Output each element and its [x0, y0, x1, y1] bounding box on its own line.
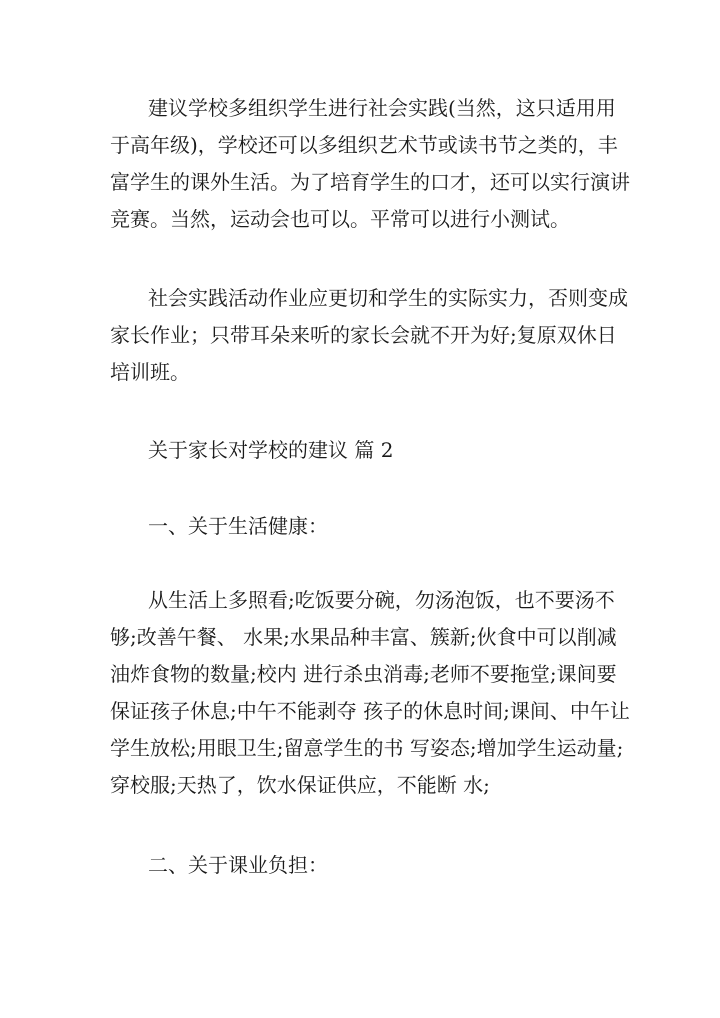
- paragraph-1-line-3: 富学生的课外生活。为了培育学生的口才，还可以实行演讲: [110, 170, 630, 194]
- heading-homework-burden: 二、关于课业负担：: [148, 853, 328, 877]
- paragraph-3-line-1: 从生活上多照看;吃饭要分碗，勿汤泡饭，也不要汤不: [148, 588, 615, 612]
- heading-life-health: 一、关于生活健康：: [148, 514, 328, 538]
- paragraph-1-line-4: 竞赛。当然，运动会也可以。平常可以进行小测试。: [110, 207, 570, 231]
- section-title: 关于家长对学校的建议 篇 2: [148, 438, 394, 462]
- paragraph-1-line-1: 建议学校多组织学生进行社会实践(当然，这只适用用: [148, 96, 616, 120]
- paragraph-3-line-3: 油炸食物的数量;校内 进行杀虫消毒;老师不要拖堂;课间要: [110, 662, 617, 686]
- paragraph-3-line-5: 学生放松;用眼卫生;留意学生的书 写姿态;增加学生运动量;: [110, 736, 624, 760]
- paragraph-2-line-3: 培训班。: [110, 360, 190, 384]
- paragraph-3-line-4: 保证孩子休息;中午不能剥夺 孩子的休息时间;课间、中午让: [110, 699, 630, 723]
- paragraph-3-line-2: 够;改善午餐、 水果;水果品种丰富、簇新;伙食中可以削减: [110, 625, 617, 649]
- paragraph-2-line-1: 社会实践活动作业应更切和学生的实际实力，否则变成: [148, 286, 628, 310]
- paragraph-1-line-2: 于高年级)，学校还可以多组织艺术节或读书节之类的，丰: [110, 133, 618, 157]
- paragraph-2-line-2: 家长作业；只带耳朵来听的家长会就不开为好;复原双休日: [110, 323, 617, 347]
- paragraph-3-line-6: 穿校服;天热了，饮水保证供应，不能断 水;: [110, 773, 490, 797]
